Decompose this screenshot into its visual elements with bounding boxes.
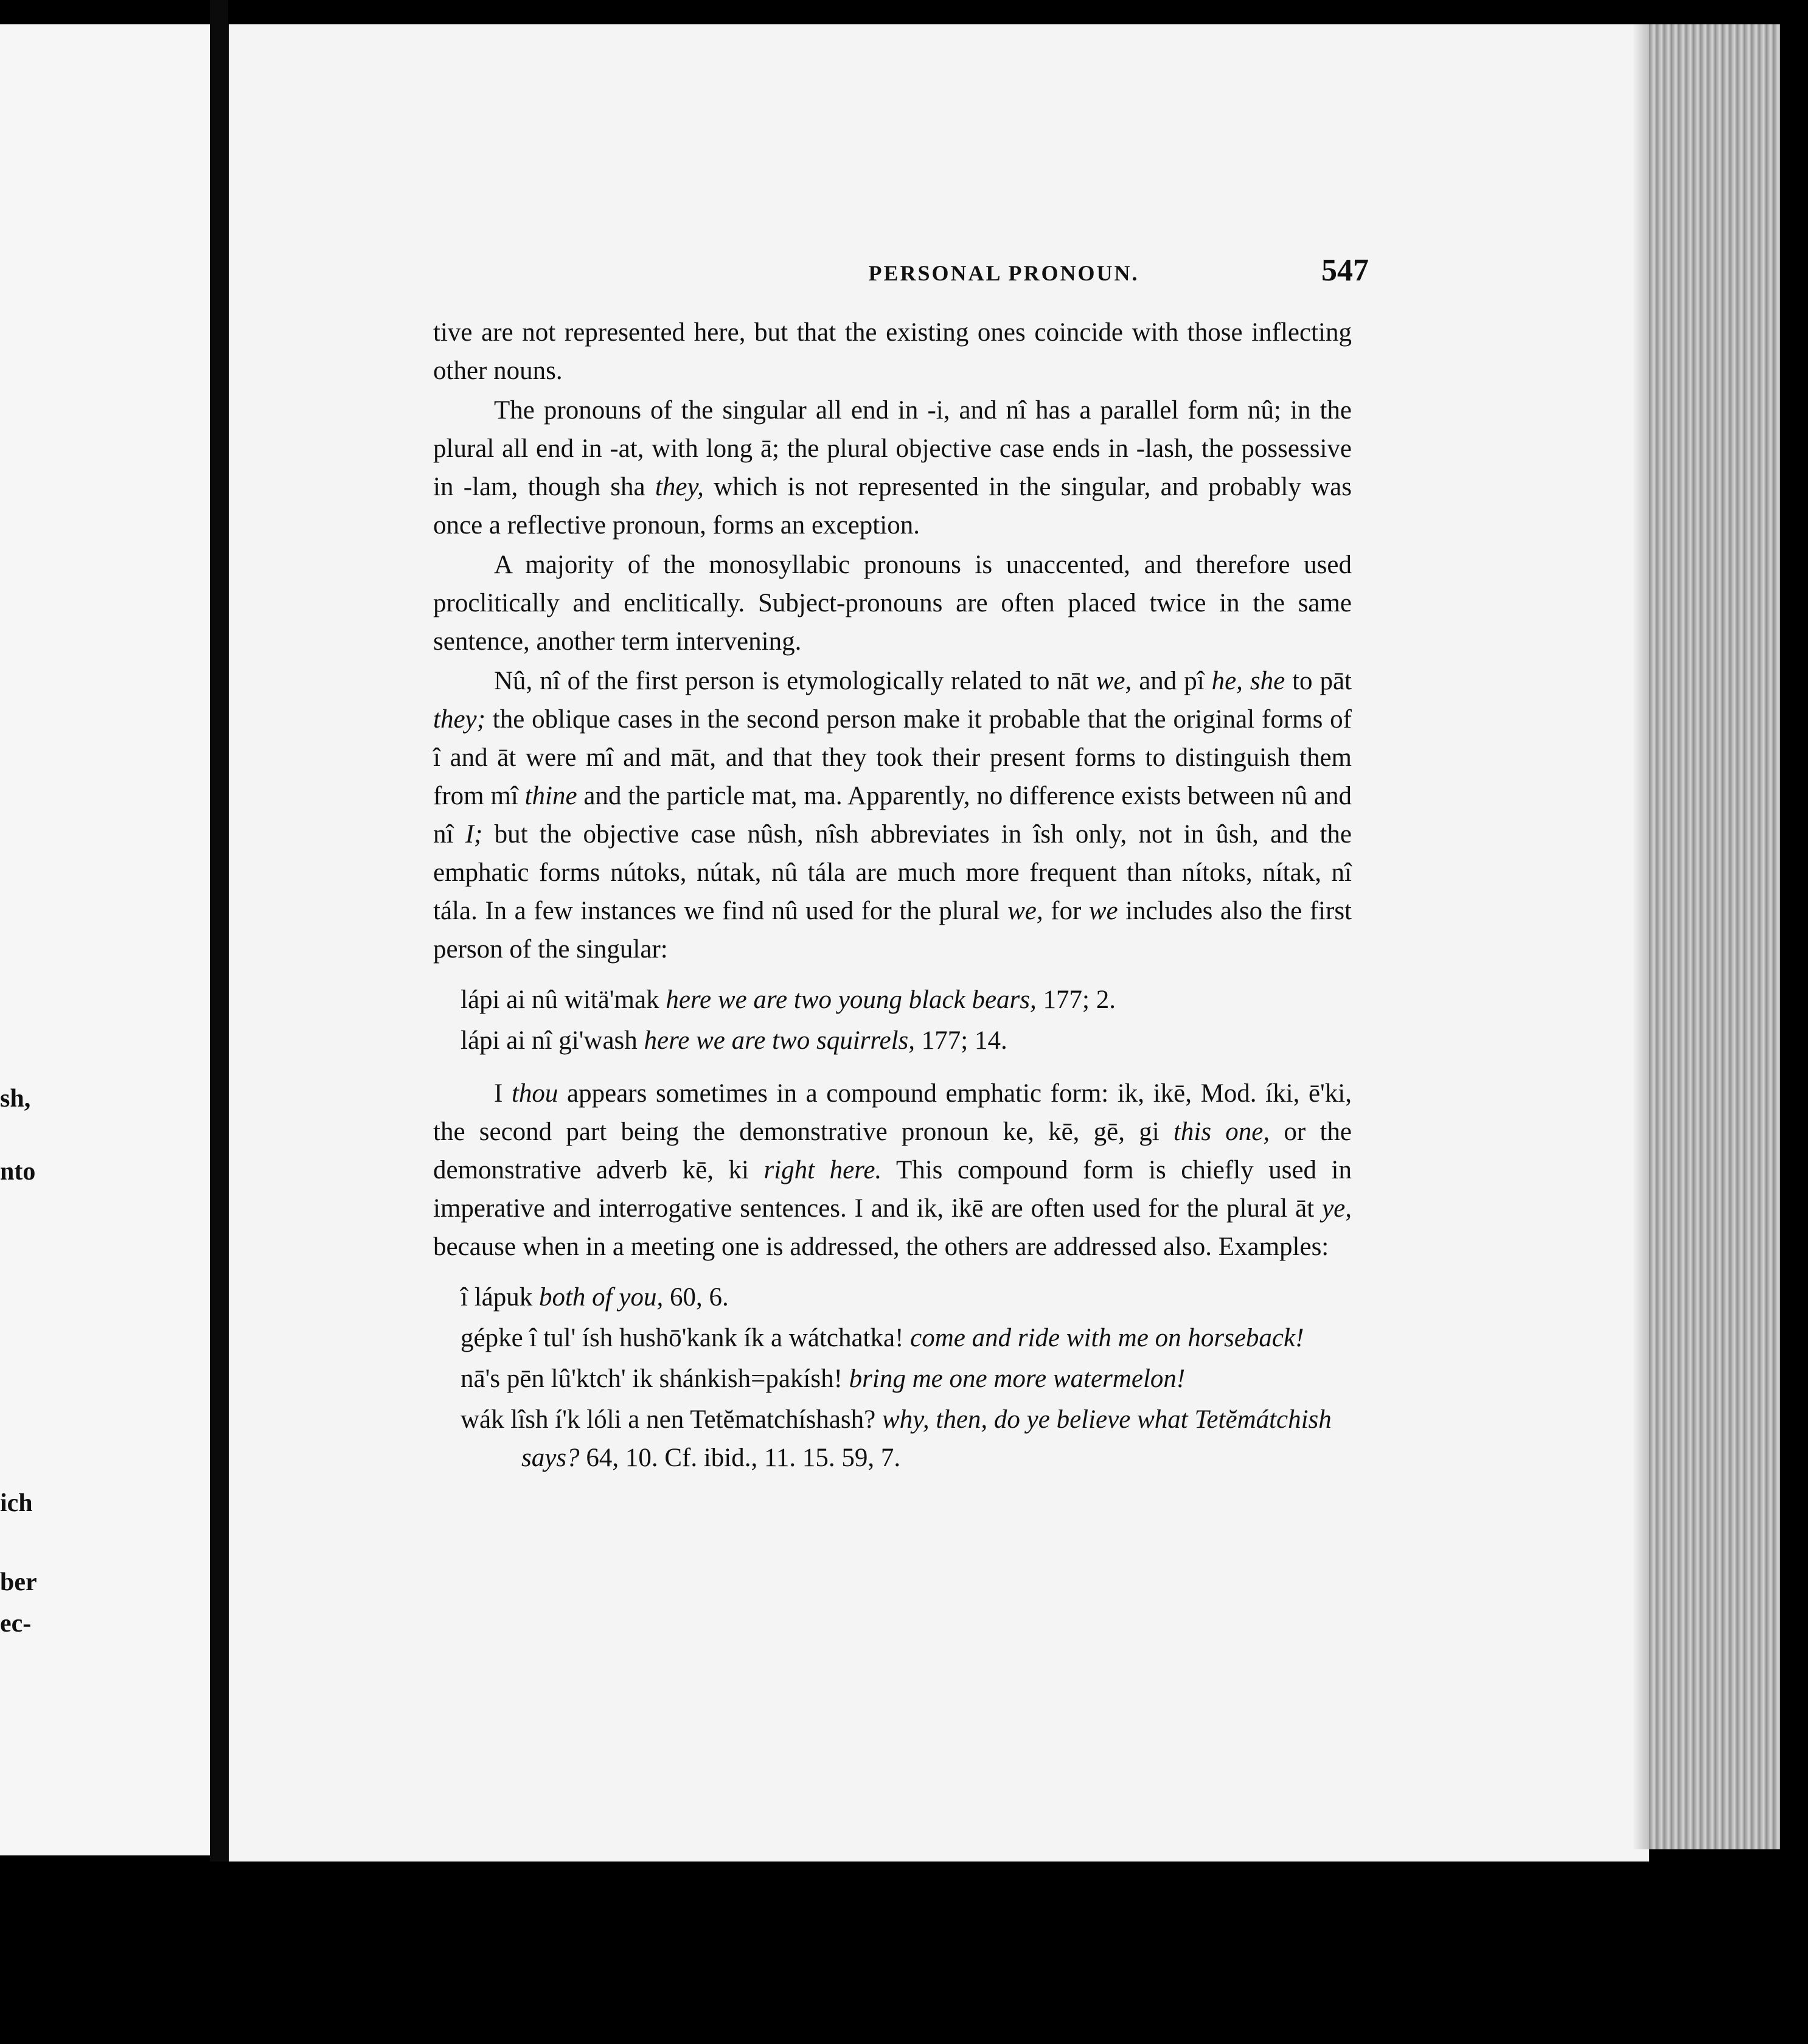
example-list [433,981,1352,1060]
paragraph: A majority of the monosyllabic pronouns is unaccented, and therefore used proclitically and enclitically. Subject-pronouns are often placed twice in the same sentence, another term intervening. [433,551,1352,656]
book-gutter [210,0,228,1861]
paragraph: Nû, nî of the first person is etymologically related to nāt we, and pî he, she to pāt they; the oblique cases in the second person make it probable that the original forms of î and āt were mî and māt, and that they took their present forms to distinguish them from mî thine and the particle mat, ma. Apparently, no difference exists between nû and nî I; but the objective case nûsh, nîsh abbreviates in îsh only, not in ûsh, and the emphatic forms nútoks, nútak, nû tála are much more frequent than nítoks, nítak, nî tála. In a few instances we find nû used for the plural we, for we includes also the first person of the singular: [433,667,1352,964]
example-line: lápi ai nî gi'wash here we are two squirrels, 177; 14. [461,1026,1007,1055]
example-line: lápi ai nû witä'mak here we are two young black bears, 177; 2. [461,985,1116,1014]
body-text [433,313,1352,1492]
example-line: î lápuk both of you, 60, 6. [461,1283,729,1312]
margin-fragment: ec- [0,1610,32,1638]
paragraph: tive are not represented here, but that the existing ones coincide with those inflecting other nouns. [433,318,1352,385]
running-head: PERSONAL PRONOUN. [868,261,1139,285]
margin-fragment: ich [0,1489,33,1517]
paragraph: The pronouns of the singular all end in -i, and nî has a parallel form nû; in the plural all end in -at, with long ā; the plural objective case ends in -lash, the possessive in -lam, though sha they, which is not represented in the singular, and probably was once a reflective pronoun, forms an exception. [433,396,1352,540]
margin-fragment: ber [0,1568,37,1596]
margin-fragment: nto [0,1158,36,1186]
example-line: nā's pēn lû'ktch' ik shánkish=pakísh! bring me one more watermelon! [461,1364,1186,1393]
example-line: gépke î tul' ísh hushō'kank ík a wátchatka! come and ride with me on horseback! [461,1324,1304,1352]
paragraph: I thou appears sometimes in a compound emphatic form: ik, ikē, Mod. íki, ē'ki, the second part being the demonstrative pronoun ke, kē, gē, gi this one, or the demonstrative adverb kē, ki right here. This compound form is chiefly used in imperative and interrogative sentences. I and ik, ikē are often used for the plural āt ye, because when in a meeting one is addressed, the others are addressed also. Examples: [433,1079,1352,1261]
page-stack-edges [1649,24,1780,1849]
page-number: 547 [1321,253,1369,288]
example-line: wák lîsh í'k lóli a nen Tetĕmatchíshash? why, then, do ye believe what Tetĕmátchish says? 64, 10. Cf. ibid., 11. 15. 59, 7. [461,1405,1332,1472]
margin-fragment: sh, [0,1085,31,1113]
example-list [433,1278,1352,1477]
